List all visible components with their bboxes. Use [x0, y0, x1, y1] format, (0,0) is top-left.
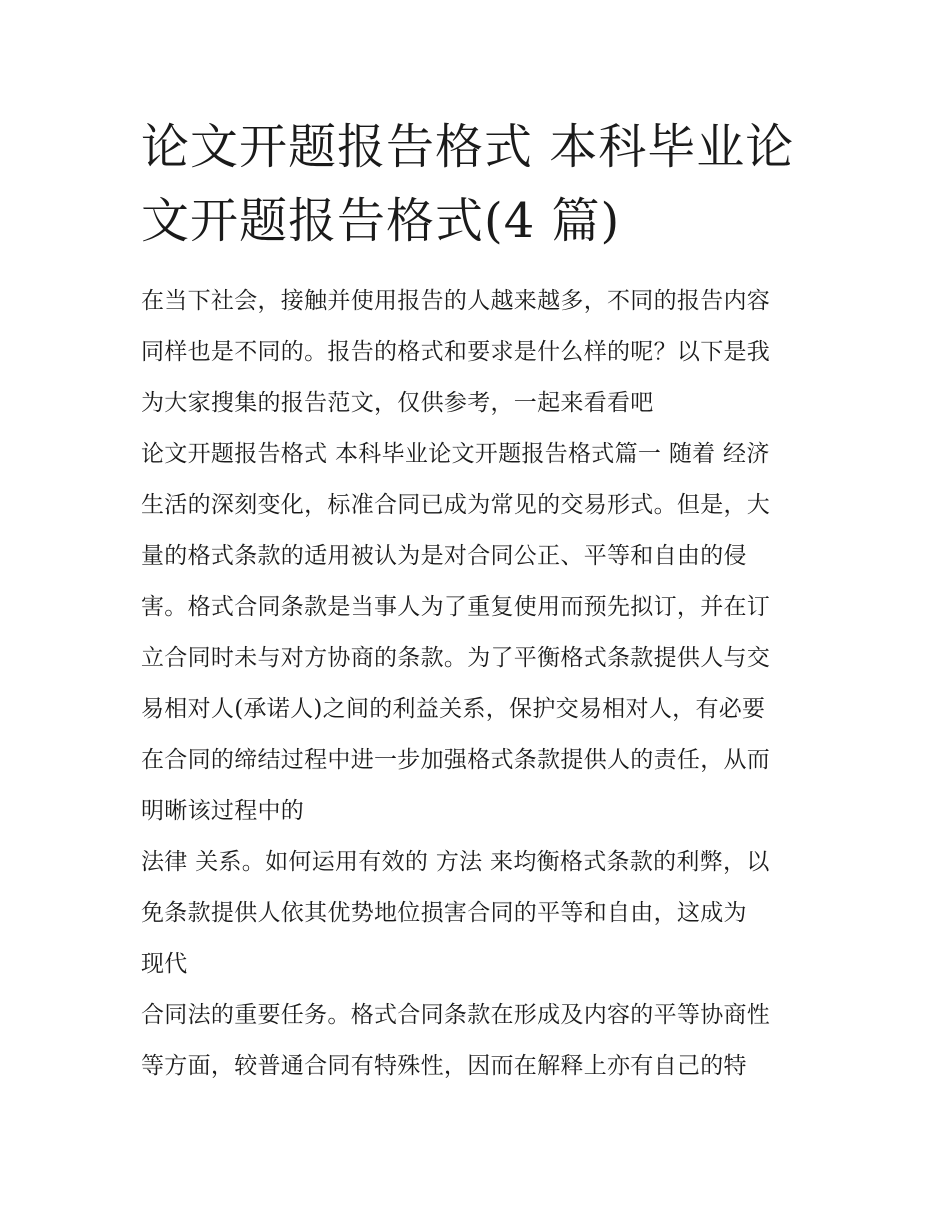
paragraph-line: 法律 关系。如何运用有效的 方法 来均衡格式条款的利弊，以	[141, 849, 770, 875]
page-title	[141, 110, 821, 258]
paragraph-line: 立合同时未与对方协商的条款。为了平衡格式条款提供人与交	[141, 645, 771, 671]
paragraph-line: 明晰该过程中的	[141, 798, 305, 824]
paragraph-line: 在合同的缔结过程中进一步加强格式条款提供人的责任，从而	[141, 747, 771, 773]
paragraph-line: 等方面，较普通合同有特殊性，因而在解释上亦有自己的特	[141, 1053, 747, 1079]
document-body	[141, 276, 821, 1092]
paragraph-line: 为大家搜集的报告范文，仅供参考，一起来看看吧	[141, 390, 654, 416]
paragraph-line: 生活的深刻变化，标准合同已成为常见的交易形式。但是，大	[141, 492, 771, 518]
paragraph-line: 害。格式合同条款是当事人为了重复使用而预先拟订，并在订	[141, 594, 771, 620]
paragraph-line: 免条款提供人依其优势地位损害合同的平等和自由，这成为	[141, 900, 747, 926]
paragraph-line: 在当下社会，接触并使用报告的人越来越多，不同的报告内容	[141, 288, 771, 314]
paragraph-line: 论文开题报告格式 本科毕业论文开题报告格式篇一 随着 经济	[141, 441, 770, 467]
title-line: 论文开题报告格式 本科毕业论	[141, 119, 795, 175]
paragraph-line: 量的格式条款的适用被认为是对合同公正、平等和自由的侵	[141, 543, 747, 569]
paragraph-line: 合同法的重要任务。格式合同条款在形成及内容的平等协商性	[141, 1002, 771, 1028]
paragraph-line: 现代	[141, 951, 188, 977]
title-line: 文开题报告格式(4 篇)	[141, 193, 621, 249]
paragraph-line: 易相对人(承诺人)之间的利益关系，保护交易相对人，有必要	[141, 696, 766, 722]
paragraph-line: 同样也是不同的。报告的格式和要求是什么样的呢？以下是我	[141, 339, 771, 365]
